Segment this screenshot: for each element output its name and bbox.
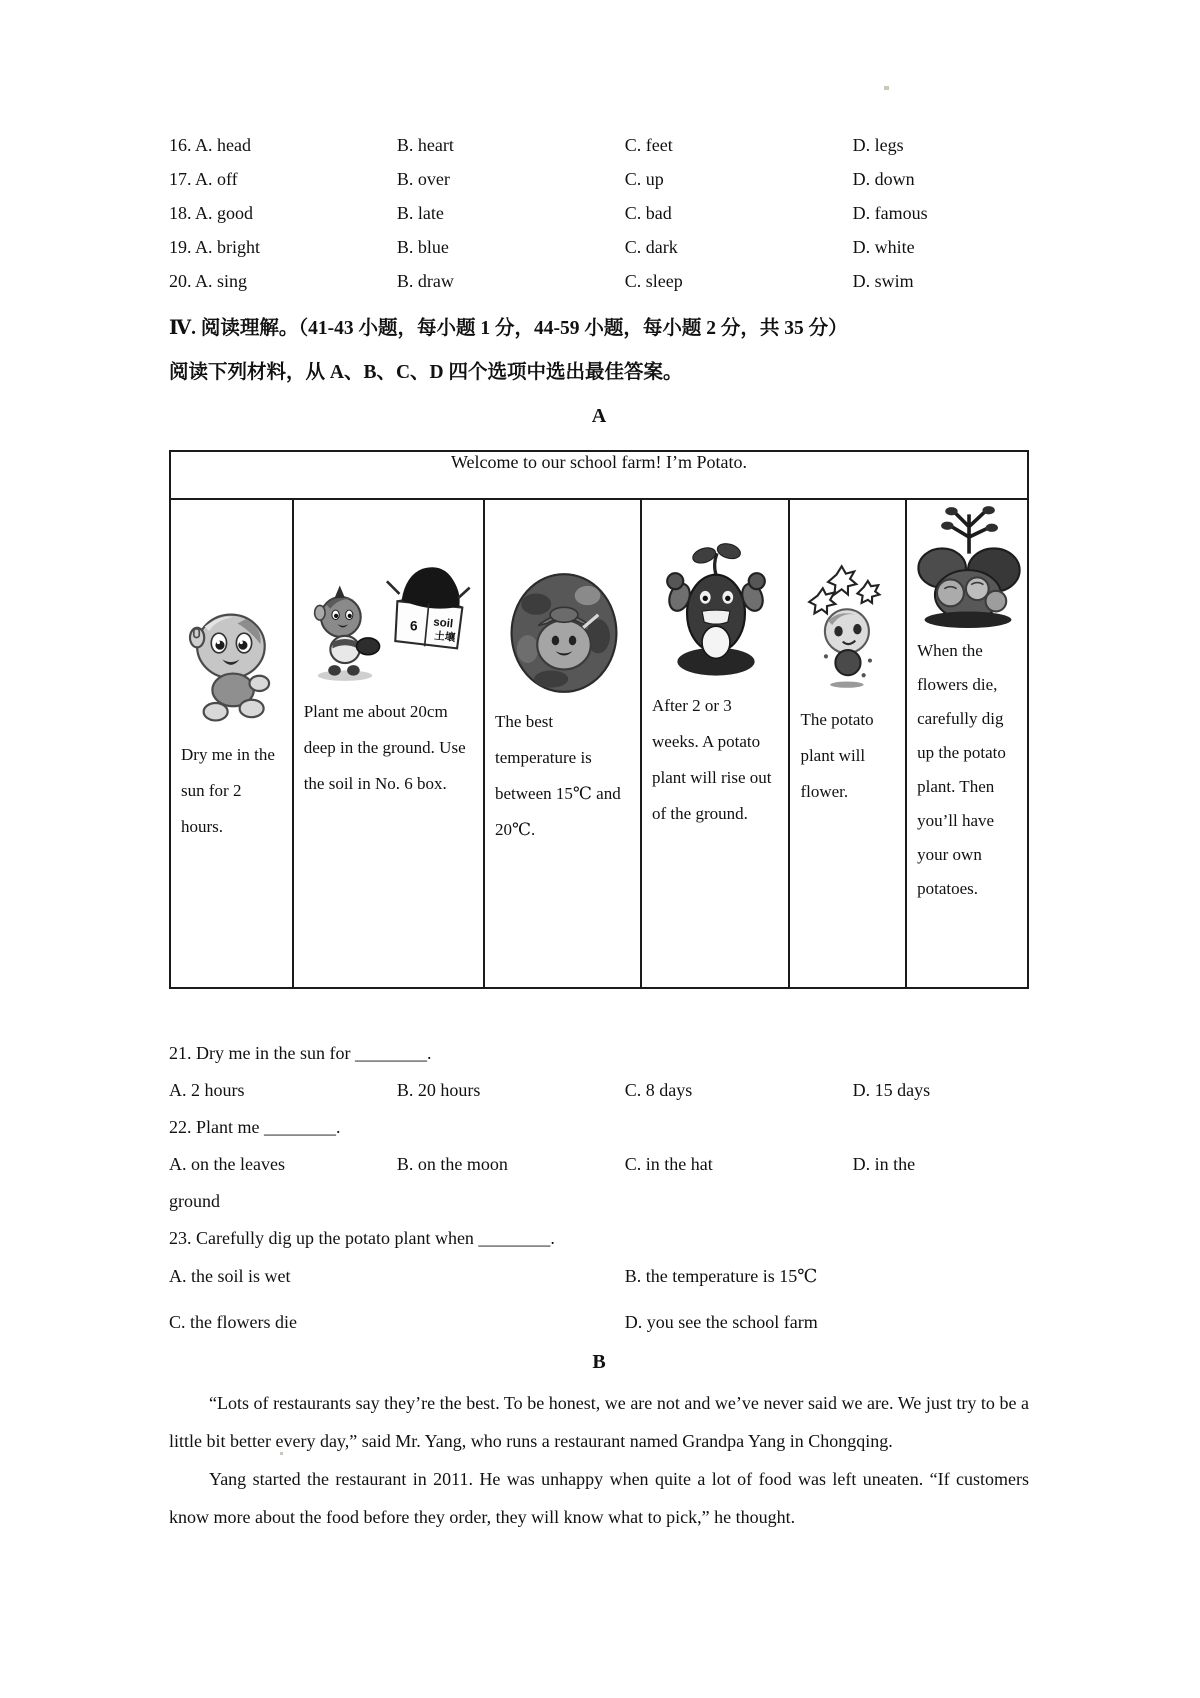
question-23-stem: 23. Carefully dig up the potato plant when ________. — [169, 1228, 555, 1248]
q22-option-c: C. in the hat — [624, 1154, 713, 1174]
question-19-row — [169, 230, 1029, 264]
farm-table-caption: Welcome to our school farm! I’m Potato. — [170, 451, 1028, 499]
question-23-options-cd — [169, 1303, 1029, 1341]
farm-step-4-cell — [641, 499, 789, 988]
soil-box-label-en: soil — [433, 616, 455, 631]
q19-option-c: C. dark — [624, 237, 678, 257]
q21-option-c: C. 8 days — [624, 1080, 693, 1100]
farm-step-3-text: The best temperature is between 15℃ and 20℃. — [495, 712, 621, 839]
farm-step-6-text: When the flowers die, carefully dig up the potato plant. Then you’ll have your own potatoes. — [917, 641, 1006, 898]
reading-a-questions — [169, 1035, 1029, 1341]
q20-option-a: 20. A. sing — [169, 271, 248, 291]
q21-option-b: B. 20 hours — [396, 1080, 481, 1100]
q22-option-d: D. in the — [852, 1154, 916, 1174]
q17-option-a: 17. A. off — [169, 169, 238, 189]
q22-option-b: B. on the moon — [396, 1154, 508, 1174]
farm-step-4-text: After 2 or 3 weeks. A potato plant will rise out of the ground. — [652, 696, 772, 823]
q19-option-d: D. white — [852, 237, 915, 257]
soil-box-number: 6 — [410, 618, 418, 634]
potato-plant-sprout-icon — [657, 536, 775, 678]
farm-step-5-cell — [789, 499, 906, 988]
q22-option-d-wrapped-tail: ground — [169, 1191, 220, 1211]
reading-b-passage — [169, 1384, 1029, 1536]
q21-option-a: A. 2 hours — [169, 1080, 245, 1100]
q16-option-d: D. legs — [852, 135, 904, 155]
q19-option-b: B. blue — [396, 237, 449, 257]
q22-option-a: A. on the leaves — [169, 1154, 285, 1174]
question-16-row — [169, 128, 1029, 162]
q23-option-b: B. the temperature is 15℃ — [624, 1266, 818, 1286]
q20-option-b: B. draw — [396, 271, 454, 291]
q23-option-a: A. the soil is wet — [169, 1266, 291, 1286]
farm-step-3-cell — [484, 499, 641, 988]
farm-step-6-cell — [906, 499, 1028, 988]
q18-option-a: 18. A. good — [169, 203, 254, 223]
section-iv-heading-line2: 阅读下列材料，从 A、B、C、D 四个选项中选出最佳答案。 — [169, 362, 683, 383]
farm-step-2-text: Plant me about 20cm deep in the ground. Use the soil in No. 6 box. — [303, 702, 466, 793]
question-23-options-ab — [169, 1257, 1029, 1295]
question-17-row — [169, 162, 1029, 196]
q18-option-d: D. famous — [852, 203, 928, 223]
q17-option-c: C. up — [624, 169, 664, 189]
q23-option-c: C. the flowers die — [169, 1312, 297, 1332]
q19-option-a: 19. A. bright — [169, 237, 261, 257]
q21-option-d: D. 15 days — [852, 1080, 931, 1100]
passage-b-paragraph-2: Yang started the restaurant in 2011. He was unhappy when quite a lot of food was left uneaten. “If customers know more about the food before they order, they will know what to pick,” he thought. — [169, 1469, 1029, 1527]
farm-step-1-cell — [170, 499, 293, 988]
question-21-options — [169, 1072, 1029, 1109]
farm-step-5-text: The potato plant will flower. — [800, 710, 874, 801]
q23-option-d: D. you see the school farm — [624, 1312, 818, 1332]
scan-speck — [884, 86, 889, 90]
potato-flowering-icon — [805, 556, 893, 692]
farm-step-2-cell — [293, 499, 484, 988]
question-21-stem: 21. Dry me in the sun for ________. — [169, 1043, 432, 1063]
q16-option-c: C. feet — [624, 135, 673, 155]
q17-option-b: B. over — [396, 169, 450, 189]
school-farm-table — [169, 450, 1029, 989]
part-a-label: A — [591, 405, 607, 427]
potato-planting-soil-box-icon — [305, 546, 473, 684]
q20-option-c: C. sleep — [624, 271, 683, 291]
cloze-options-16-20 — [169, 128, 1029, 298]
potato-in-ground-icon — [508, 570, 620, 694]
q17-option-d: D. down — [852, 169, 915, 189]
farm-table-caption-row — [170, 451, 1028, 499]
q16-option-a: 16. A. head — [169, 135, 251, 155]
passage-b-paragraph-1: “Lots of restaurants say they’re the best. To be honest, we are not and we’ve never said we are. We just try to be a little bit better every day,” said Mr. Yang, who runs a restaurant named Grandpa Yang in Chongqing. — [169, 1393, 1029, 1451]
farm-step-1-text: Dry me in the sun for 2 hours. — [181, 745, 275, 836]
farm-table-body-row — [170, 499, 1028, 988]
part-b-label: B — [592, 1351, 606, 1373]
question-22-options — [169, 1146, 1029, 1183]
potato-harvest-icon — [913, 502, 1023, 628]
q16-option-b: B. heart — [396, 135, 454, 155]
q18-option-b: B. late — [396, 203, 444, 223]
potato-drying-icon — [182, 605, 282, 727]
soil-box-label-zh: 土壤 — [434, 630, 457, 645]
q18-option-c: C. bad — [624, 203, 672, 223]
question-22-stem: 22. Plant me ________. — [169, 1117, 341, 1137]
question-20-row — [169, 264, 1029, 298]
question-18-row — [169, 196, 1029, 230]
q20-option-d: D. swim — [852, 271, 914, 291]
section-iv-heading-line1: Ⅳ. 阅读理解。（41-43 小题，每小题 1 分，44-59 小题，每小题 2 分，共 35 分） — [169, 318, 848, 339]
section-iv-heading — [169, 307, 1029, 395]
